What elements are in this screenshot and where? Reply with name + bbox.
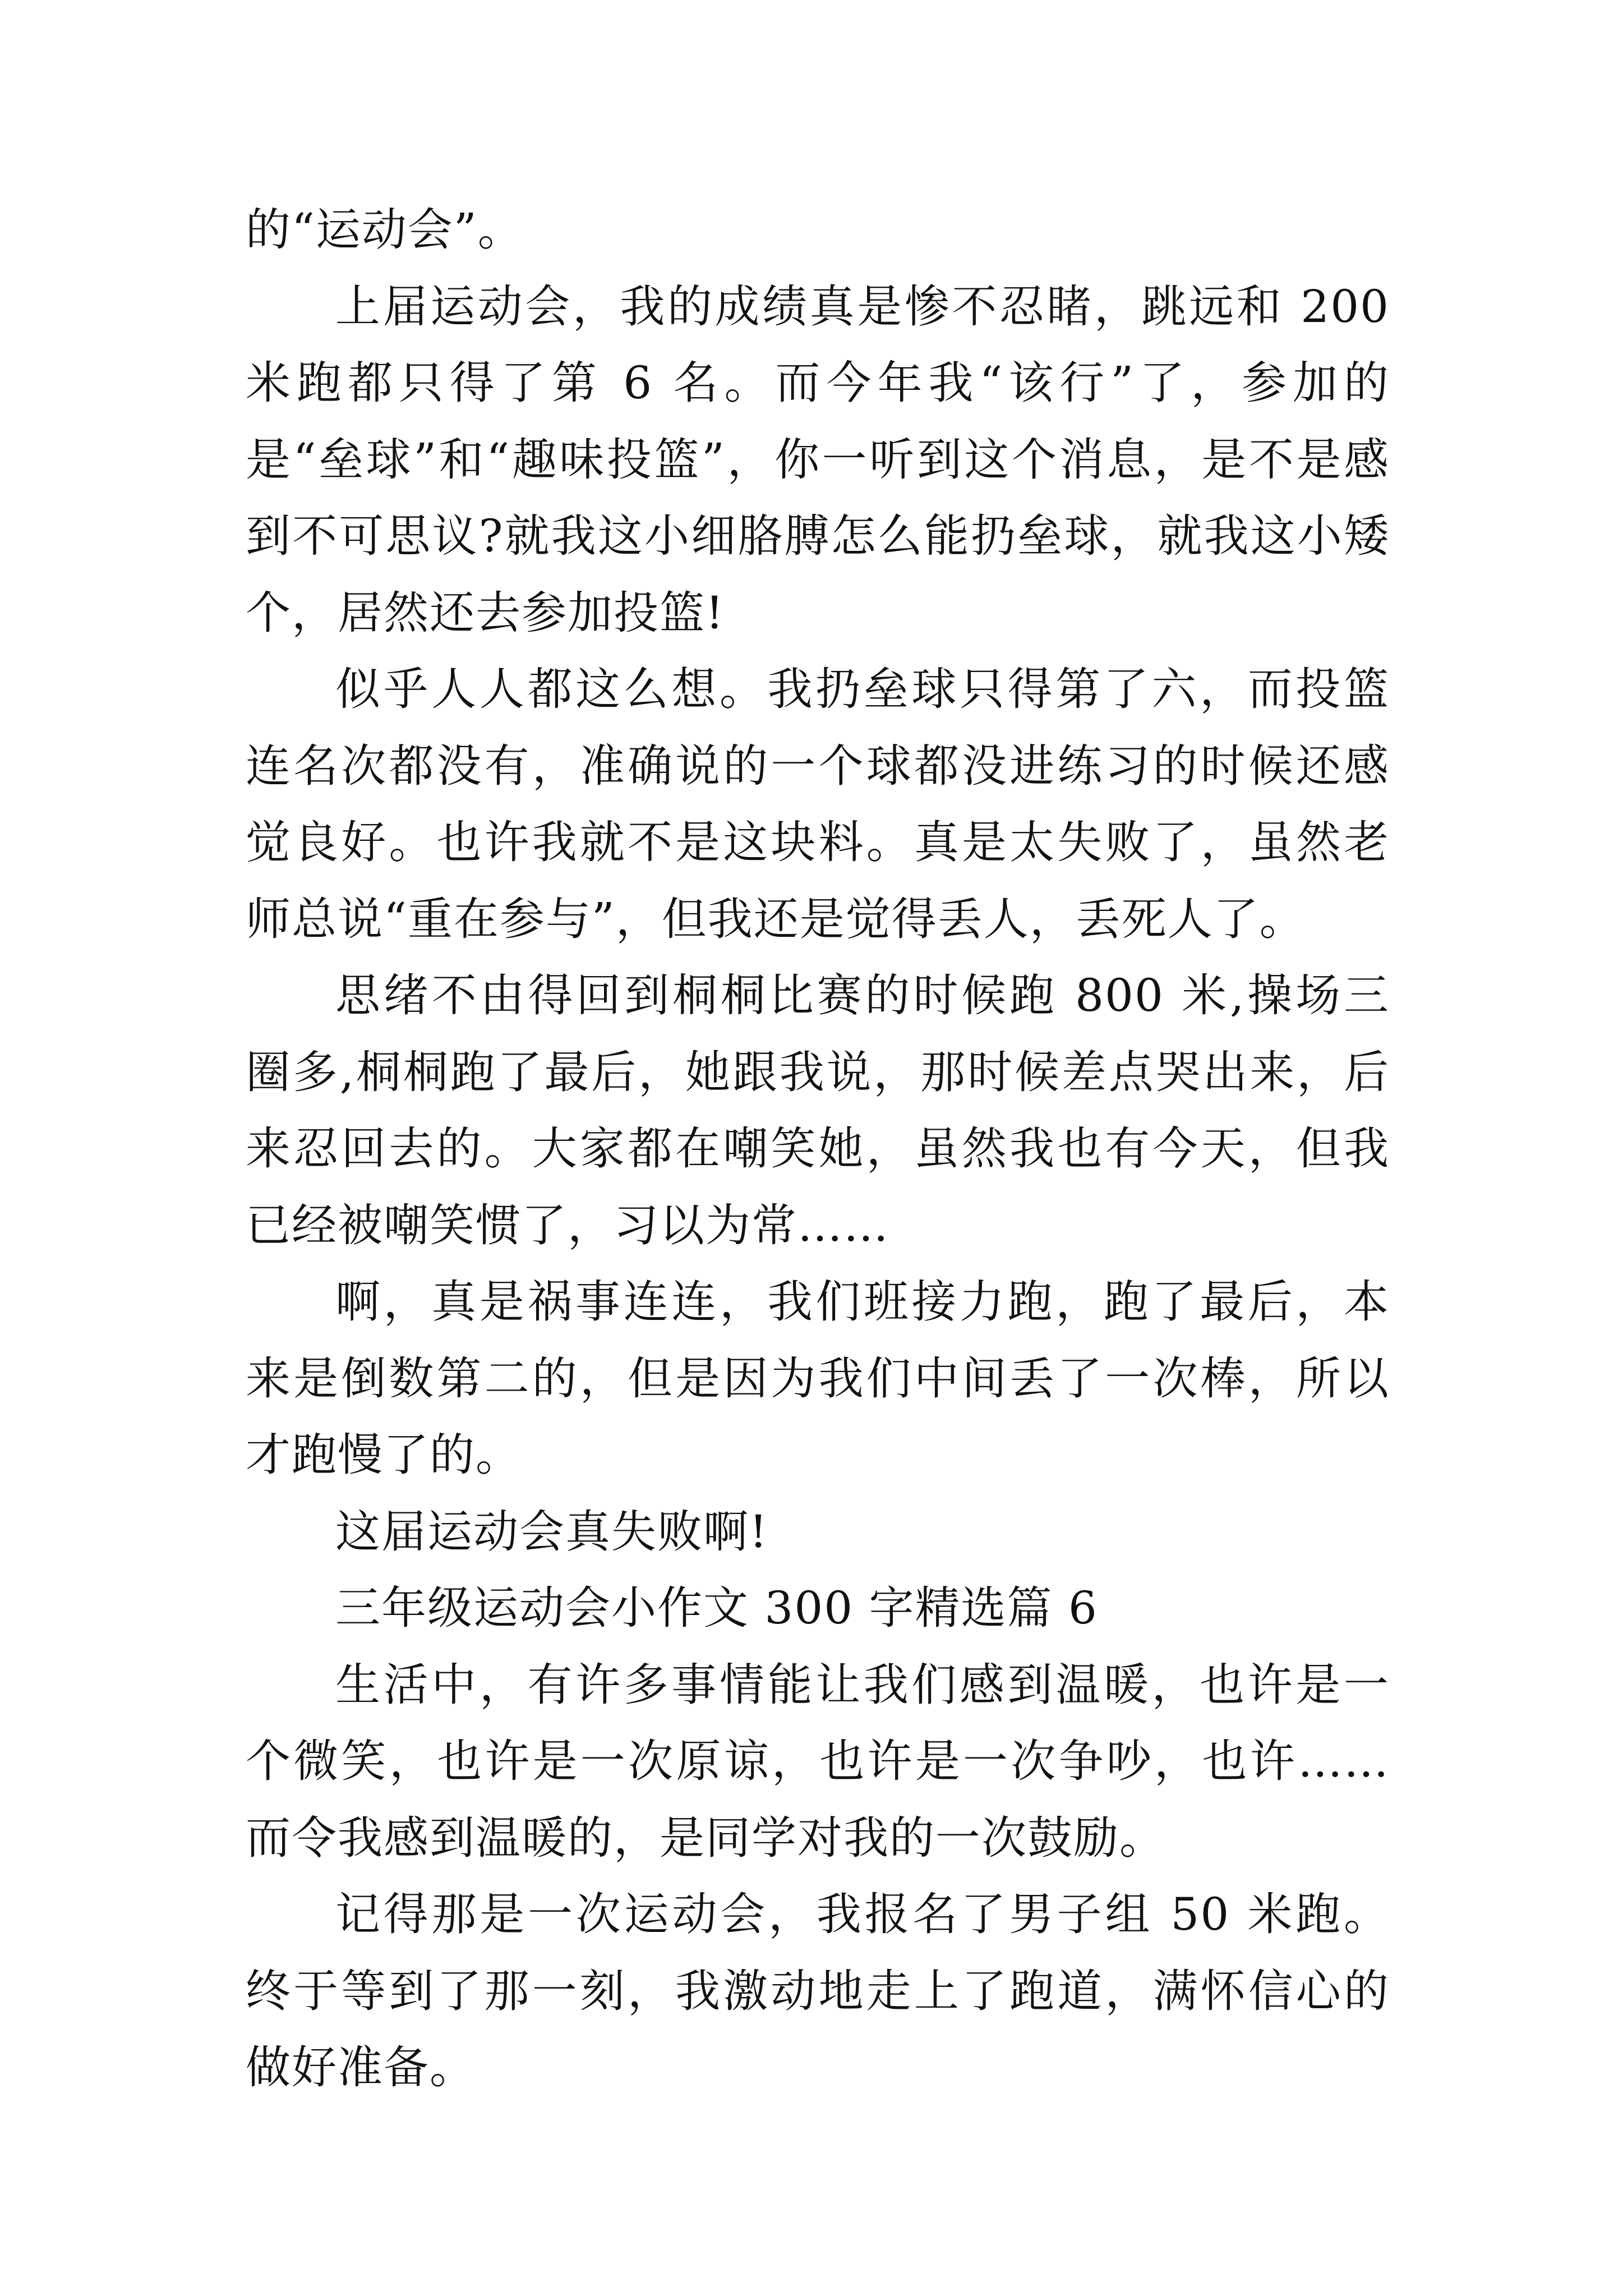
paragraph-everyone-thinks: 似乎人人都这么想。我扔垒球只得第了六，而投篮连名次都没有，准确说的一个球都没进练习的时候还感觉良好。也许我就不是这块料。真是太失败了，虽然老师总说“重在参与”，但我还是觉得丢人，丢死人了。 <box>246 663 1390 945</box>
paragraph-tongtong-memory: 思绪不由得回到桐桐比赛的时候跑 800 米,操场三圈多,桐桐跑了最后，她跟我说，那时候差点哭出来，后来忍回去的。大家都在嘲笑她，虽然我也有今天，但我已经被嘲笑惯了，习以为常…… <box>246 969 1390 1251</box>
document-body <box>246 192 1390 2106</box>
paragraph-50m-race: 记得那是一次运动会，我报名了男子组 50 米跑。终于等到了那一刻，我激动地走上了跑道，满怀信心的做好准备。 <box>246 1888 1390 2093</box>
paragraph-continuation: 的“运动会”。 <box>246 204 524 256</box>
paragraph-relay-race: 啊，真是祸事连连，我们班接力跑，跑了最后，本来是倒数第二的，但是因为我们中间丢了一次棒，所以才跑慢了的。 <box>246 1276 1390 1481</box>
paragraph-warmth-intro: 生活中，有许多事情能让我们感到温暖，也许是一个微笑，也许是一次原谅，也许是一次争吵，也许……而令我感到温暖的，是同学对我的一次鼓励。 <box>246 1658 1390 1864</box>
paragraph-failure-conclusion: 这届运动会真失败啊! <box>335 1505 769 1558</box>
section-heading: 三年级运动会小作文 300 字精选篇 6 <box>335 1582 1098 1634</box>
paragraph-last-sports-meet: 上届运动会，我的成绩真是惨不忍睹，跳远和 200 米跑都只得了第 6 名。而今年我“该行”了，参加的是“垒球”和“趣味投篮”，你一听到这个消息，是不是感到不可思议?就我这小细胳膊怎么能扔垒球，就我这小矮个，居然还去参加投篮! <box>246 280 1390 639</box>
